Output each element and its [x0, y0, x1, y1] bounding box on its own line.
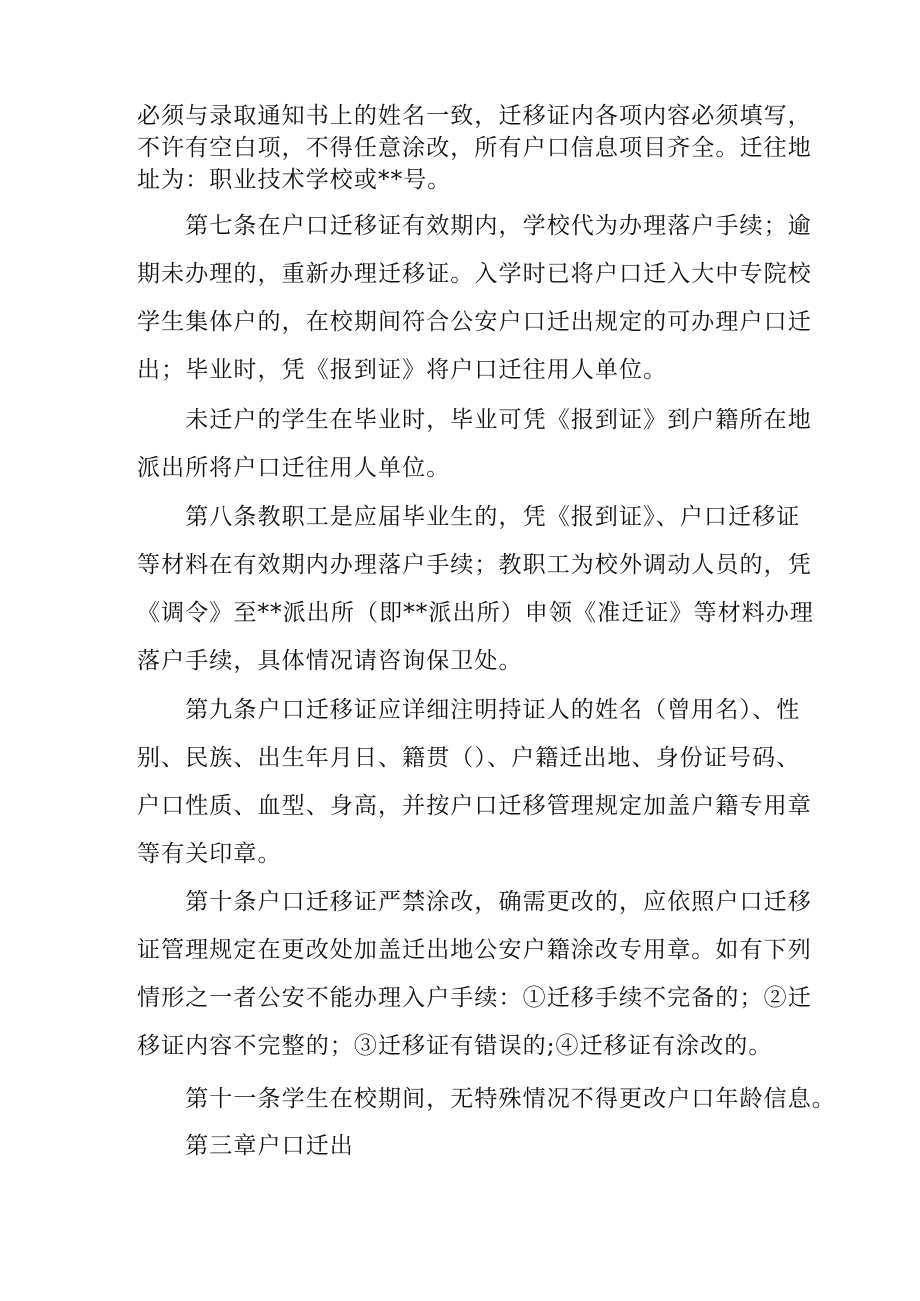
- text-line: 第八条教职工是应届毕业生的，凭《报到证》、户口迁移证: [137, 504, 801, 530]
- text-line: 落户手续，具体情况请咨询保卫处。: [137, 648, 523, 674]
- text-line: 户口性质、血型、身高，并按户口迁移管理规定加盖户籍专用章: [137, 793, 812, 819]
- paragraph-article-11: [137, 1075, 836, 1123]
- paragraph-unmigrated-students: [137, 396, 812, 492]
- text-line: 移证内容不完整的；③迁移证有错误的;④迁移证有涂改的。: [137, 1033, 773, 1059]
- paragraph-article-9: [137, 686, 812, 878]
- text-line: 等有关印章。: [137, 841, 282, 867]
- text-line: 期未办理的，重新办理迁移证。入学时已将户口迁入大中专院校: [137, 261, 812, 287]
- text-line: 第九条户口迁移证应详细注明持证人的姓名（曾用名）、性: [137, 697, 801, 723]
- text-line: 址为：职业技术学校或**号。: [137, 167, 452, 193]
- text-line: 不许有空白项，不得任意涂改，所有户口信息项目齐全。迁往地: [137, 135, 812, 161]
- text-line: 等材料在有效期内办理落户手续；教职工为校外调动人员的，凭: [137, 552, 812, 578]
- text-line: 第十条户口迁移证严禁涂改，确需更改的，应依照户口迁移: [137, 889, 812, 915]
- text-line: 学生集体户的，在校期间符合公安户口迁出规定的可办理户口迁: [137, 309, 812, 335]
- paragraph-article-8: [137, 493, 814, 685]
- text-line: 第七条在户口迁移证有效期内，学校代为办理落户手续；逾: [137, 213, 812, 239]
- text-line: 别、民族、出生年月日、籍贯（）、户籍迁出地、身份证号码、: [137, 745, 801, 771]
- chapter-3-heading: [137, 1122, 797, 1170]
- text-line: 出；毕业时，凭《报到证》将户口迁往用人单位。: [137, 357, 668, 383]
- text-line: 《调令》至**派出所（即**派出所）申领《准迁证》等材料办理: [137, 600, 814, 626]
- text-line: 第十一条学生在校期间，无特殊情况不得更改户口年龄信息。: [137, 1086, 836, 1112]
- paragraph-article-10: [137, 878, 812, 1070]
- paragraph-p1: [137, 100, 812, 196]
- paragraph-article-7: [137, 202, 812, 394]
- text-line: 派出所将户口迁往用人单位。: [137, 455, 451, 481]
- text-line: 必须与录取通知书上的姓名一致，迁移证内各项内容必须填写，: [137, 103, 812, 129]
- text-line: 证管理规定在更改处加盖迁出地公安户籍涂改专用章。如有下列: [137, 937, 812, 963]
- text-line: 第三章户口迁出: [137, 1133, 354, 1159]
- text-line: 未迁户的学生在毕业时，毕业可凭《报到证》到户籍所在地: [137, 407, 812, 433]
- text-line: 情形之一者公安不能办理入户手续：①迁移手续不完备的；②迁: [137, 985, 812, 1011]
